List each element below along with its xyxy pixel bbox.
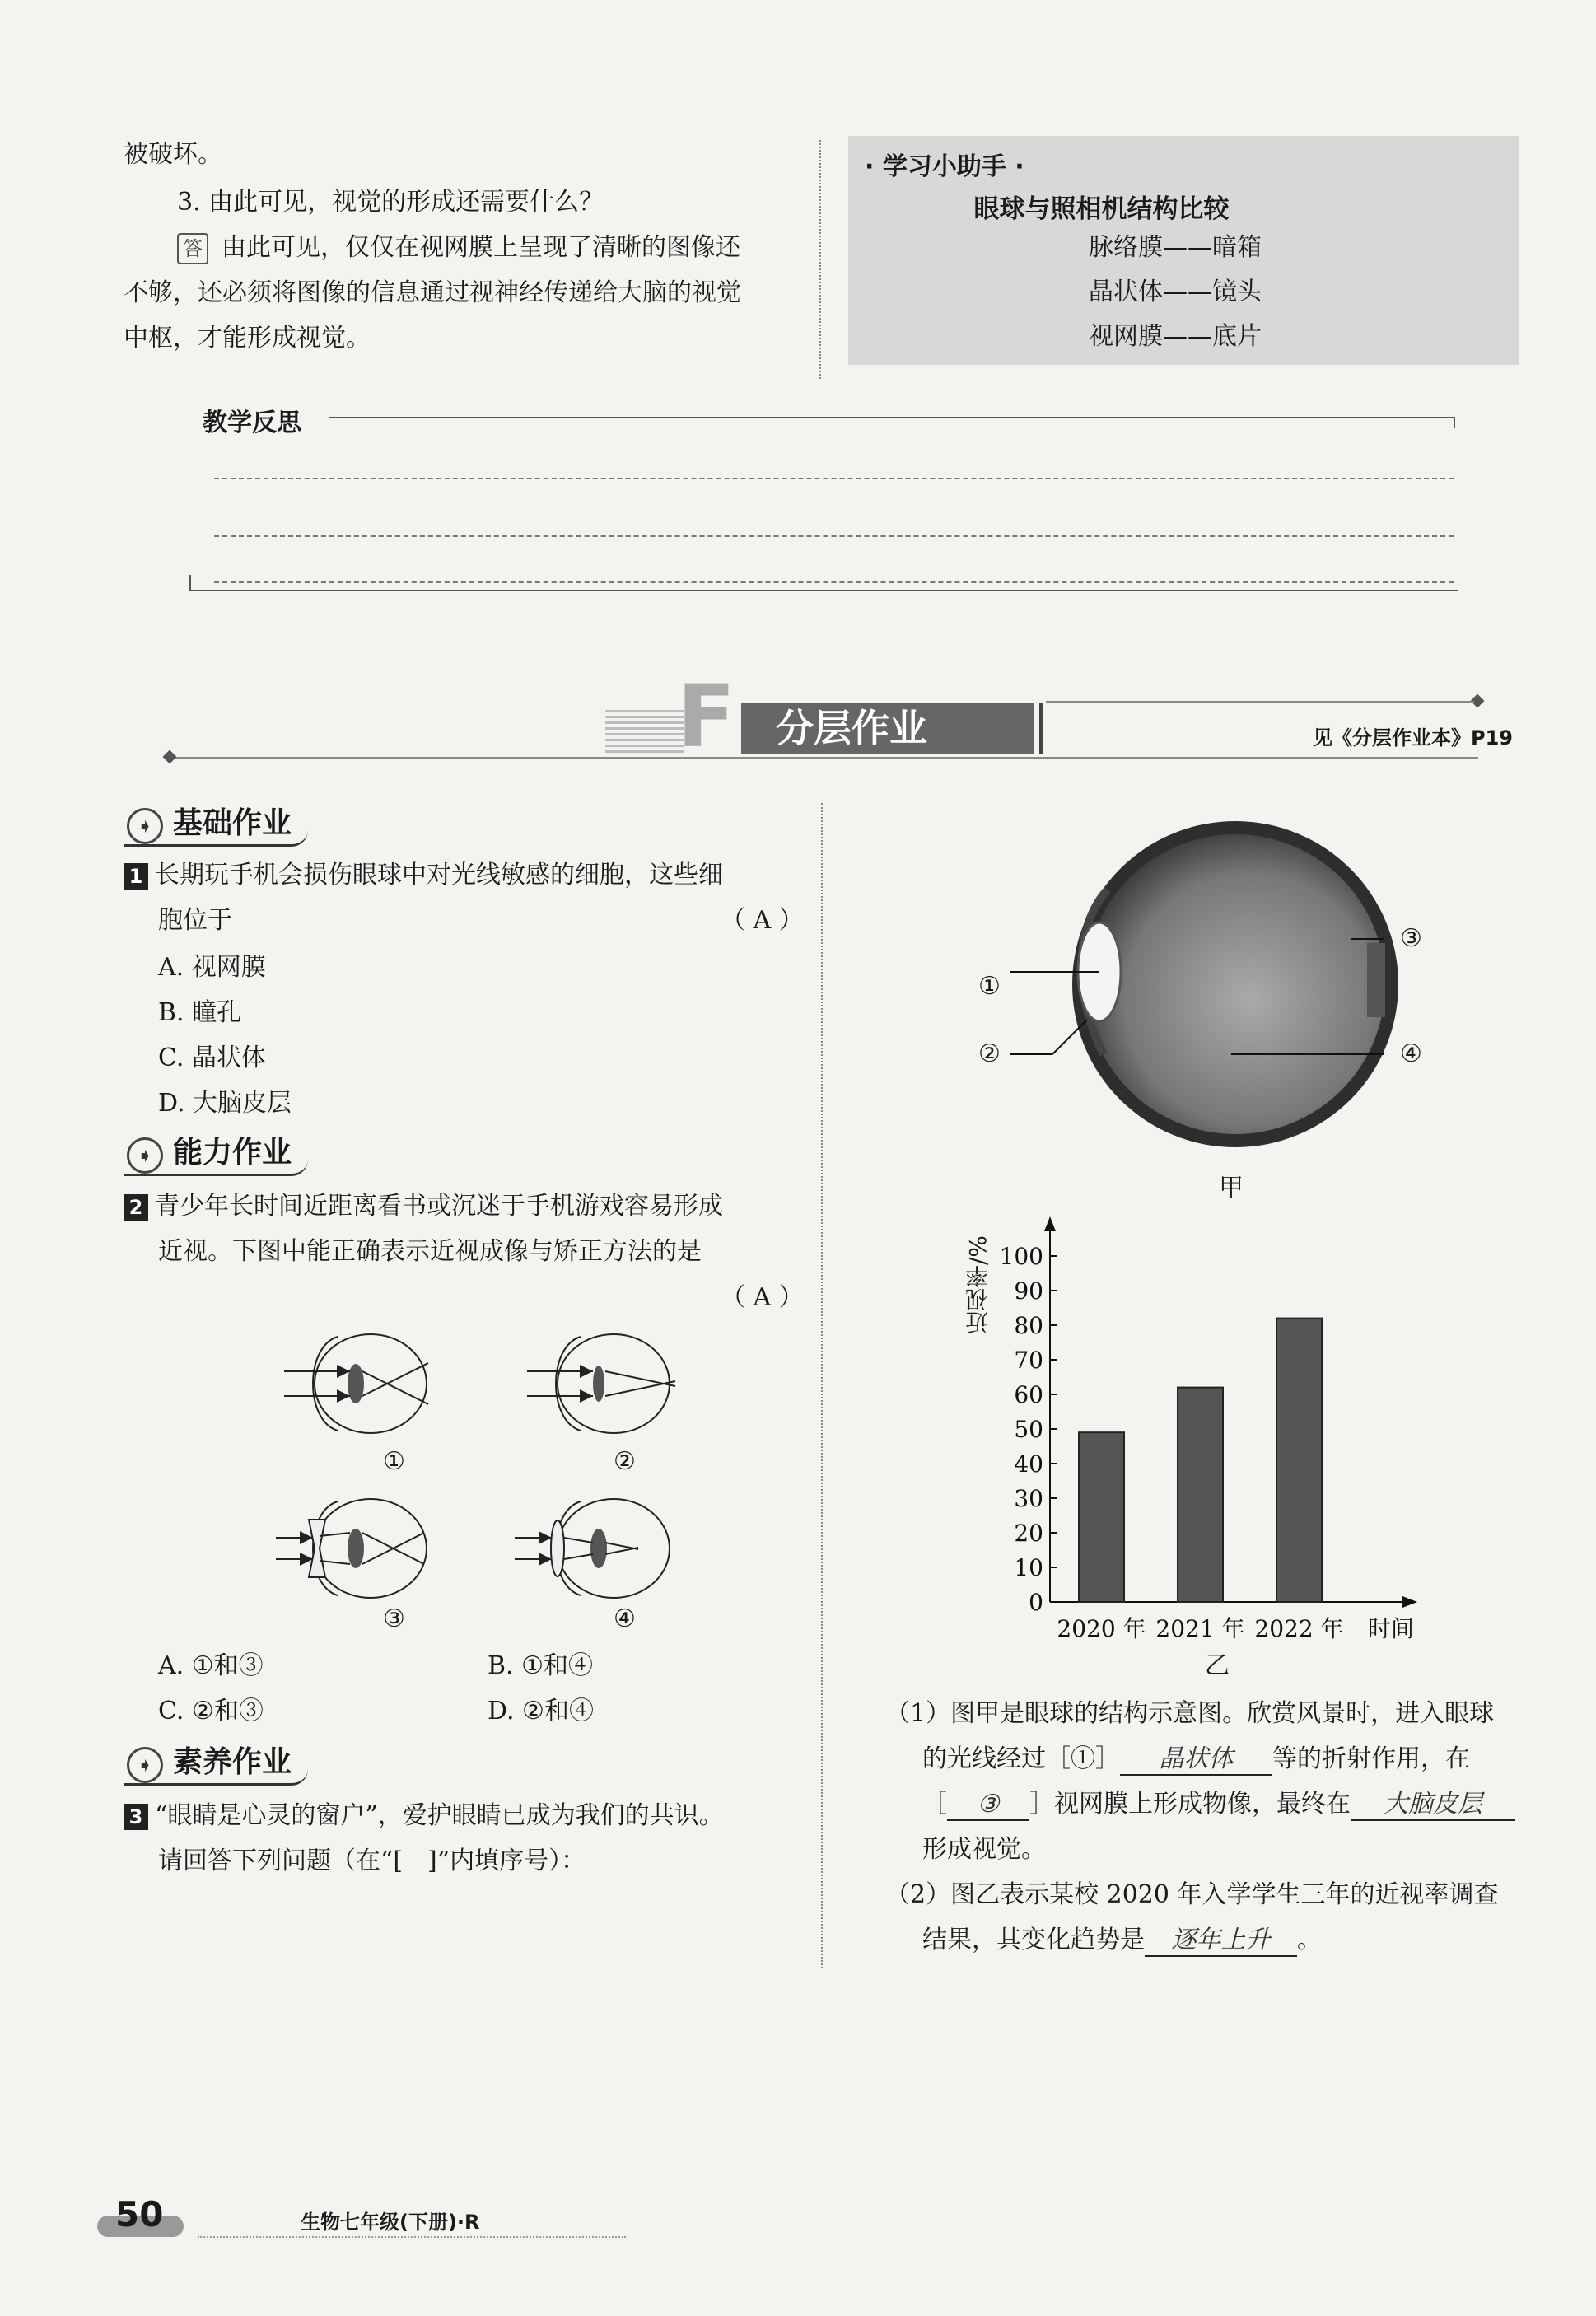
y-tick-label: 40 xyxy=(1014,1450,1043,1478)
bar xyxy=(1079,1432,1124,1602)
eye-label-2: ② xyxy=(978,1039,1001,1068)
q3-line-2: 请回答下列问题（在“[ ]”内填序号）： xyxy=(158,1847,586,1875)
eye-diagram-1 xyxy=(284,1334,428,1433)
diagram-label-2: ② xyxy=(614,1447,636,1476)
banner-title-bg xyxy=(741,703,1034,754)
helper-row-1: 脉络膜——暗箱 xyxy=(1089,233,1262,262)
q2-option-d: D. ②和④ xyxy=(488,1697,594,1725)
eye-label-1: ① xyxy=(978,972,1001,1001)
y-axis-arrow xyxy=(1044,1216,1056,1231)
q1-option-d: D. 大脑皮层 xyxy=(158,1089,292,1118)
eye-diagram-3 xyxy=(276,1499,427,1598)
helper-row-3: 视网膜——底片 xyxy=(1089,322,1262,351)
section-basic: ➧ 基础作业 xyxy=(124,803,308,847)
eye-diagram-2 xyxy=(527,1334,675,1433)
reflection-top-border xyxy=(329,417,1454,418)
helper-heading: · 学习小助手 · xyxy=(865,152,1024,181)
teaching-reflection-box xyxy=(189,402,1458,612)
banner-letter-f: F xyxy=(677,666,736,767)
column-divider xyxy=(821,803,823,1968)
x-tick-label: 2020 年 xyxy=(1057,1615,1146,1642)
blank-trend[interactable]: 逐年上升 xyxy=(1145,1926,1297,1957)
section-ability: ➧ 能力作业 xyxy=(124,1132,308,1176)
bar xyxy=(1178,1388,1223,1602)
study-helper-box xyxy=(848,136,1519,365)
y-tick-label: 20 xyxy=(1014,1520,1043,1547)
writing-line xyxy=(214,478,1454,479)
eye-label-4: ④ xyxy=(1400,1039,1422,1068)
eye-caption: 甲 xyxy=(1219,1174,1244,1202)
x-tick-label: 2021 年 xyxy=(1155,1615,1245,1642)
diagram-label-3: ③ xyxy=(383,1604,405,1633)
eyeball-figure xyxy=(972,807,1433,1178)
q2-option-a: A. ①和③ xyxy=(158,1651,264,1680)
reflection-title: 教学反思 xyxy=(196,402,308,438)
workbook-reference: 见《分层作业本》P19 xyxy=(1313,726,1513,749)
q2-line-2: 近视。下图中能正确表示近视成像与矫正方法的是 xyxy=(158,1237,702,1266)
q2-option-c: C. ②和③ xyxy=(158,1697,264,1725)
book-title: 生物七年级(下册)·R xyxy=(301,2211,480,2234)
y-tick-label: 30 xyxy=(1014,1485,1043,1512)
q1-answer: （ A ） xyxy=(721,906,804,935)
helper-title: 眼球与照相机结构比较 xyxy=(973,194,1230,224)
question-3-prompt: 3. 由此可见，视觉的形成还需要什么？ xyxy=(177,188,604,217)
y-tick-label: 10 xyxy=(1014,1554,1043,1581)
diagram-label-4: ④ xyxy=(614,1604,636,1633)
y-tick-label: 50 xyxy=(1014,1416,1043,1443)
y-tick-label: 0 xyxy=(1029,1589,1043,1616)
q2-option-b: B. ①和④ xyxy=(488,1651,594,1680)
q2-line-1: 2 青少年长时间近距离看书或沉迷于手机游戏容易形成 xyxy=(124,1192,723,1221)
blank-cortex[interactable]: 大脑皮层 xyxy=(1351,1790,1515,1821)
q3-part2-line2: 结果，其变化趋势是 逐年上升 。 xyxy=(922,1926,1322,1957)
column-divider-top xyxy=(819,140,821,379)
y-tick-label: 100 xyxy=(999,1243,1043,1270)
q3-part1-line1: （1）图甲是眼球的结构示意图。欣赏风景时，进入眼球 xyxy=(885,1699,1495,1728)
continued-text: 被破坏。 xyxy=(124,140,222,169)
q1-option-a: A. 视网膜 xyxy=(158,953,266,982)
blank-lens[interactable]: 晶状体 xyxy=(1120,1744,1272,1776)
q3-part1-line2: 的光线经过［①］ 晶状体 等的折射作用，在 xyxy=(922,1744,1470,1776)
q1-line-1: 1 长期玩手机会损伤眼球中对光线敏感的细胞，这些细 xyxy=(124,861,723,890)
blank-retina-number[interactable]: ③ xyxy=(947,1790,1029,1821)
myopia-bar-chart xyxy=(955,1211,1449,1672)
x-axis-label: 时间 xyxy=(1367,1615,1414,1642)
myopia-diagrams xyxy=(272,1322,700,1647)
section-literacy: ➧ 素养作业 xyxy=(124,1742,308,1786)
y-tick-label: 90 xyxy=(1014,1277,1043,1305)
q2-answer: （ A ） xyxy=(721,1283,804,1312)
eye-diagram-4 xyxy=(515,1499,670,1598)
q3-part1-line4: 形成视觉。 xyxy=(922,1835,1046,1864)
answer-line-2: 不够，还必须将图像的信息通过视神经传递给大脑的视觉 xyxy=(124,278,741,307)
chart-caption: 乙 xyxy=(1205,1651,1230,1680)
chart-ylabel: 近视率/% xyxy=(964,1235,992,1335)
q3-part2-line1: （2）图乙表示某校 2020 年入学学生三年的近视率调查 xyxy=(885,1880,1499,1909)
q1-line-2: 胞位于 xyxy=(158,906,232,935)
page-number: 50 xyxy=(115,2194,164,2234)
bar xyxy=(1276,1319,1322,1602)
x-tick-label: 2022 年 xyxy=(1254,1615,1344,1642)
answer-line-1: 答 由此可见，仅仅在视网膜上呈现了清晰的图像还 xyxy=(177,233,740,264)
y-tick-label: 80 xyxy=(1014,1312,1043,1339)
helper-row-2: 晶状体——镜头 xyxy=(1089,278,1262,306)
q3-line-1: 3 “眼睛是心灵的窗户”，爱护眼睛已成为我们的共识。 xyxy=(124,1801,724,1831)
eye-label-3: ③ xyxy=(1400,924,1422,953)
arrow-icon: ➧ xyxy=(127,1747,163,1783)
arrow-icon: ➧ xyxy=(127,808,163,844)
y-tick-label: 60 xyxy=(1014,1381,1043,1408)
q1-option-c: C. 晶状体 xyxy=(158,1044,266,1072)
y-tick-label: 70 xyxy=(1014,1347,1043,1374)
banner-title: 分层作业 xyxy=(776,706,927,750)
arrow-icon: ➧ xyxy=(127,1137,163,1174)
q3-part1-line3: ［ ③ ］视网膜上形成物像，最终在 大脑皮层 xyxy=(922,1790,1515,1821)
x-axis-arrow xyxy=(1402,1596,1417,1608)
diagram-label-1: ① xyxy=(383,1447,405,1476)
answer-line-3: 中枢，才能形成视觉。 xyxy=(124,324,371,353)
reflection-bottom-border xyxy=(189,590,1458,591)
writing-line xyxy=(214,581,1454,583)
banner-rule xyxy=(169,757,1478,759)
answer-icon: 答 xyxy=(177,233,208,264)
writing-line xyxy=(214,535,1454,537)
q1-option-b: B. 瞳孔 xyxy=(158,998,242,1027)
